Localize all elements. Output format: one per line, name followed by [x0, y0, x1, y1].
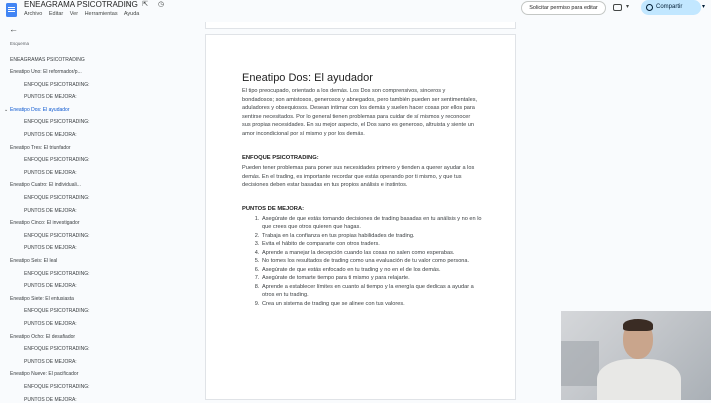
list-item: 2. Trabaja en la confianza en tus propias habilidades de trading. [261, 232, 482, 240]
list-item: 8. Aprende a establecer límites en cuanto al tiempo y la energía que dedicas a ayudar a otros en tu trading. [261, 283, 482, 300]
intro-paragraph: El tipo preocupado, orientado a los demás. Los Dos son comprensivos, sinceros y bondadosos; son amistosos, generosos y abnegados, pero también pueden ser sentimentales, aduladores y obsequiosos. Desean intimar con los demás y suelen hacer cosas por ellos para sentirse necesitados. Por lo general tienen problemas para cuidar de sí mismos y reconocer sus propias necesidades. En su mejor aspecto, el Dos sano es generoso, altruista y siente un amor incondicional por sí mismo y por los demás. [242, 88, 478, 137]
outline-subitem[interactable]: ENFOQUE PSICOTRADING: [24, 308, 90, 315]
share-label: Compartir [656, 4, 683, 10]
chevron-down-icon[interactable]: ▾ [626, 4, 630, 10]
outline-subitem[interactable]: ENFOQUE PSICOTRADING: [24, 195, 90, 201]
presenter-hair [623, 319, 653, 331]
video-call-icon[interactable] [613, 4, 622, 11]
outline-subitem[interactable]: ENFOQUE PSICOTRADING: [24, 232, 90, 239]
globe-icon [646, 4, 653, 11]
outline-item[interactable]: ENEAGRAMAS PSICOTRADING [10, 57, 85, 63]
share-button[interactable] [641, 0, 701, 15]
back-arrow-icon[interactable]: ← [9, 24, 18, 34]
title-action-icons[interactable]: ☆ ⇱ ◷ [126, 1, 169, 8]
menu-bar [24, 11, 144, 17]
outline-subitem[interactable]: ENFOQUE PSICOTRADING: [24, 384, 90, 390]
outline-subitem[interactable]: PUNTOS DE MEJORA: [24, 321, 77, 327]
outline-item[interactable]: Eneatipo Nueve: El pacificador [10, 371, 79, 378]
background-shelf [561, 341, 599, 386]
top-bar [0, 0, 711, 22]
points-list [250, 215, 482, 308]
doc-heading: Eneatipo Dos: El ayudador [242, 72, 373, 84]
outline-subitem[interactable]: ENFOQUE PSICOTRADING: [24, 119, 90, 126]
outline-subitem[interactable]: PUNTOS DE MEJORA: [24, 207, 77, 214]
document-title[interactable]: ENEAGRAMA PSICOTRADING [24, 0, 138, 9]
outline-subitem[interactable]: PUNTOS DE MEJORA: [24, 94, 77, 101]
request-edit-button[interactable]: Solicitar permiso para editar [521, 1, 606, 15]
outline-item[interactable]: Eneatipo Cuatro: El individuali... [10, 182, 81, 189]
menu-herramientas[interactable]: Herramientas [84, 11, 118, 17]
menu-ver[interactable]: Ver [69, 11, 79, 17]
outline-subitem[interactable]: ENFOQUE PSICOTRADING: [24, 346, 90, 353]
focus-heading: ENFOQUE PSICOTRADING: [242, 155, 319, 161]
list-item: 9. Crea un sistema de trading que se alinee con tus valores. [261, 300, 482, 308]
docs-logo-icon[interactable] [6, 3, 17, 17]
menu-editar[interactable]: Editar [48, 11, 64, 17]
outline-subitem[interactable]: ENFOQUE PSICOTRADING: [24, 157, 90, 164]
outline-subitem[interactable]: PUNTOS DE MEJORA: [24, 283, 77, 290]
presenter-body [597, 359, 681, 400]
outline-subitem[interactable]: PUNTOS DE MEJORA: [24, 132, 77, 138]
list-item: 7. Asegúrate de tomarte tiempo para ti mismo y para relajarte. [261, 274, 482, 282]
share-chevron-icon[interactable]: ▾ [702, 4, 706, 10]
list-item: 3. Evita el hábito de compararte con otros traders. [261, 240, 482, 248]
outline-item[interactable]: Eneatipo Tres: El triunfador [10, 144, 71, 151]
menu-ayuda[interactable]: Ayuda [123, 11, 140, 17]
outline-item[interactable]: Eneatipo Dos: El ayudador [10, 106, 70, 113]
outline-item[interactable]: Eneatipo Siete: El entusiasta [10, 295, 74, 302]
focus-paragraph: Pueden tener problemas para poner sus necesidades primero y tienden a querer ayudar a los demás. En el trading, es importante recordar que estás operando por ti mismo, y que tus decisiones deben estar basadas en tus propios análisis e instintos. [242, 165, 475, 188]
outline-item[interactable]: Eneatipo Ocho: El desafiador [10, 333, 76, 340]
outline-item[interactable]: Eneatipo Seis: El leal [10, 258, 58, 264]
outline-subitem[interactable]: ENFOQUE PSICOTRADING: [24, 270, 90, 277]
outline-subitem[interactable]: PUNTOS DE MEJORA: [24, 396, 77, 403]
previous-page-edge [205, 22, 516, 29]
list-item: 6. Asegúrate de que estás enfocado en tu trading y no en el de los demás. [261, 266, 482, 274]
webcam-overlay [561, 311, 711, 400]
list-item: 5. No tomes los resultados de trading como una evaluación de tu valor como persona. [261, 257, 482, 265]
list-item: 4. Aprende a manejar la decepción cuando las cosas no salen como esperabas. [261, 249, 482, 257]
collapse-chevron-icon[interactable]: ⌄ [4, 106, 9, 113]
outline-label: Esquema [10, 41, 30, 46]
outline-subitem[interactable]: ENFOQUE PSICOTRADING: [24, 81, 90, 88]
outline-subitem[interactable]: PUNTOS DE MEJORA: [24, 358, 77, 365]
points-heading: PUNTOS DE MEJORA: [242, 206, 305, 212]
outline-subitem[interactable]: PUNTOS DE MEJORA: [24, 245, 77, 252]
menu-archivo[interactable]: Archivo [24, 11, 43, 17]
outline-subitem[interactable]: PUNTOS DE MEJORA: [24, 169, 77, 176]
list-item: 1. Asegúrate de que estás tomando decisiones de trading basadas en tu análisis y no en lo que crees que otros quieren que hagas. [261, 215, 482, 232]
outline-item[interactable]: Eneatipo Uno: El reformador/p... [10, 69, 82, 75]
outline-item[interactable]: Eneatipo Cinco: El investigador [10, 220, 80, 227]
